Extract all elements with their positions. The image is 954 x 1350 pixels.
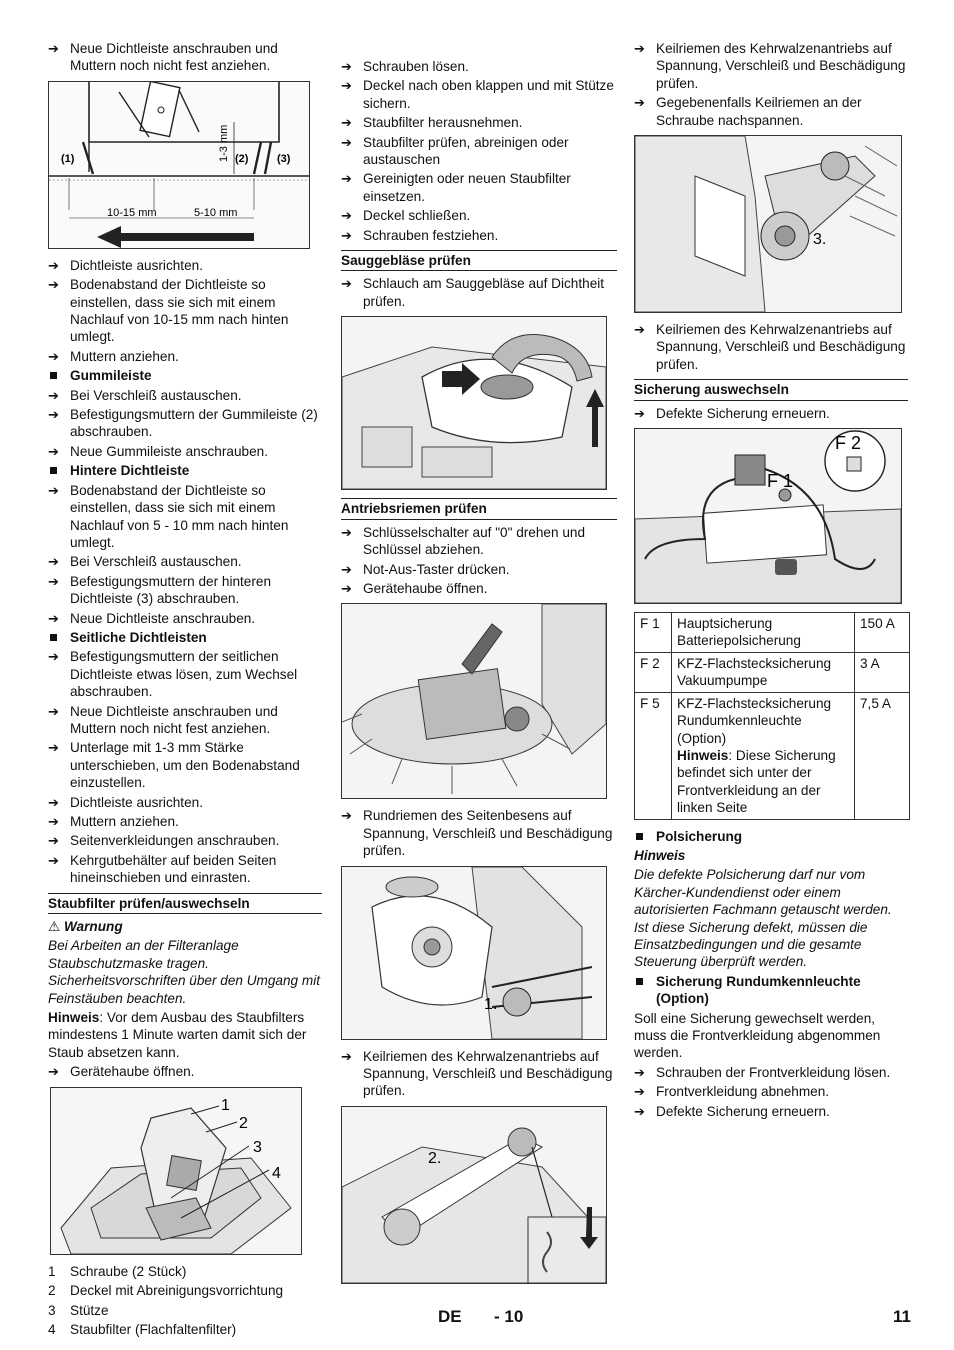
arrow-icon: ➔: [48, 833, 59, 849]
step: ➔ Gerätehaube öffnen.: [341, 580, 488, 596]
step: ➔ Not-Aus-Taster drücken.: [341, 561, 510, 577]
step: ➔ Gegebenenfalls Keilriemen an der Schraube nachspannen.: [634, 95, 862, 128]
arrow-icon: ➔: [48, 277, 59, 293]
section-heading: Sicherung auswechseln: [634, 379, 908, 400]
arrow-icon: ➔: [634, 1103, 645, 1119]
step: ➔ Bodenabstand der Dichtleiste so einstellen, dass sie sich mit einem Nachlauf von 5 - 10 mm nach hinten umlegt.: [48, 482, 289, 550]
column-right: [634, 40, 908, 1122]
arrow-icon: ➔: [634, 1084, 645, 1100]
step: ➔ Gerätehaube öffnen.: [48, 1064, 195, 1080]
footer-page: - 10: [494, 1307, 524, 1326]
step: ➔ Befestigungsmuttern der Gummileiste (2) abschrauben.: [48, 407, 318, 440]
arrow-icon: ➔: [634, 95, 645, 111]
arrow-icon: ➔: [48, 348, 59, 364]
figure-side-broom: [341, 603, 607, 799]
bullet-heading: Hintere Dichtleiste: [48, 462, 322, 479]
step: ➔ Kehrgutbehälter auf beiden Seiten hineinschieben und einrasten.: [48, 852, 277, 886]
step: ➔ Frontverkleidung abnehmen.: [634, 1084, 830, 1100]
arrow-icon: ➔: [341, 276, 352, 292]
step: ➔ Gereinigten oder neuen Staubfilter einsetzen.: [341, 171, 571, 204]
hint-title: Hinweis: [634, 847, 686, 863]
square-bullet-icon: [50, 467, 57, 474]
step: ➔ Staubfilter herausnehmen.: [341, 115, 523, 131]
callout-3: 3: [253, 1138, 262, 1156]
figure-fuses: [634, 428, 902, 604]
table-row: F 5 KFZ-Flachstecksicherung Rundumkennleuchte (Option) Hinweis: Diese Sicherung befindet sich unter der Frontverkleidung an der linken Seite 7,5 A: [635, 692, 910, 819]
step: ➔ Bei Verschleiß austauschen.: [48, 387, 242, 403]
step: ➔ Bei Verschleiß austauschen.: [48, 554, 242, 570]
arrow-icon: ➔: [48, 443, 59, 459]
arrow-icon: ➔: [48, 573, 59, 589]
step: ➔ Neue Dichtleiste anschrauben.: [48, 610, 256, 626]
arrow-icon: ➔: [48, 407, 59, 423]
square-bullet-icon: [636, 978, 643, 985]
step: ➔ Rundriemen des Seitenbesens auf Spannung, Verschleiß und Beschädigung prüfen.: [341, 808, 613, 859]
callout-1: 1.: [484, 995, 498, 1013]
legend-item: 3 Stütze: [48, 1302, 109, 1318]
figure-dust-filter: [50, 1087, 302, 1255]
figure-sealing-strip: [48, 81, 310, 249]
fuse-label-f1: F 1: [767, 471, 794, 492]
step: ➔ Deckel schließen.: [341, 208, 471, 224]
arrow-icon: ➔: [48, 852, 59, 868]
arrow-icon: ➔: [341, 808, 352, 824]
step: ➔ Neue Gummileiste anschrauben.: [48, 443, 268, 459]
step: ➔ Deckel nach oben klappen und mit Stütze sichern.: [341, 78, 614, 111]
section-heading: Antriebsriemen prüfen: [341, 498, 617, 519]
step: ➔ Defekte Sicherung erneuern.: [634, 1103, 830, 1119]
arrow-icon: ➔: [634, 322, 645, 338]
figure-belt-3: [634, 135, 902, 313]
figure-suction-fan: [341, 316, 607, 490]
square-bullet-icon: [50, 634, 57, 641]
arrow-icon: ➔: [48, 703, 59, 719]
step: ➔ Schrauben lösen.: [341, 59, 469, 74]
hint: Hinweis: Vor dem Ausbau des Staubfilters mindestens 1 Minute warten damit sich der Staub absetzen kann.: [48, 1010, 307, 1060]
column-left: [48, 40, 322, 1340]
arrow-icon: ➔: [634, 41, 645, 56]
bullet-heading: Seitliche Dichtleisten: [48, 629, 322, 646]
step: ➔ Dichtleiste ausrichten.: [48, 257, 203, 273]
figure-belt-2: [341, 1106, 607, 1284]
arrow-icon: ➔: [341, 208, 352, 224]
arrow-icon: ➔: [48, 740, 59, 756]
arrow-icon: ➔: [48, 1064, 59, 1080]
step: ➔ Keilriemen des Kehrwalzenantriebs auf Spannung, Verschleiß und Beschädigung prüfen.: [634, 322, 906, 372]
arrow-icon: ➔: [341, 1048, 352, 1064]
arrow-icon: ➔: [341, 78, 352, 94]
arrow-icon: ➔: [341, 59, 352, 74]
step: ➔ Schlüsselschalter auf "0" drehen und Schlüssel abziehen.: [341, 524, 586, 558]
callout-1: 1: [221, 1096, 230, 1114]
label-1: (1): [61, 152, 75, 165]
step: ➔ Defekte Sicherung erneuern.: [634, 405, 830, 421]
footer-language: DE: [438, 1307, 462, 1326]
legend-item: 4 Staubfilter (Flachfaltenfilter): [48, 1321, 237, 1337]
arrow-icon: ➔: [341, 171, 352, 187]
dim-right: 5-10 mm: [194, 206, 238, 219]
arrow-icon: ➔: [341, 227, 352, 243]
step: ➔ Unterlage mit 1-3 mm Stärke unterschieben, um den Bodenabstand einzustellen.: [48, 740, 300, 791]
legend-item: 2 Deckel mit Abreinigungsvorrichtung: [48, 1283, 284, 1299]
arrow-icon: ➔: [634, 405, 645, 421]
arrow-icon: ➔: [341, 134, 352, 150]
arrow-icon: ➔: [48, 387, 59, 403]
arrow-icon: ➔: [48, 257, 59, 273]
step: ➔ Befestigungsmuttern der hinteren Dichtleiste (3) abschrauben.: [48, 573, 272, 607]
fuse-table: [634, 612, 910, 819]
step: ➔ Bodenabstand der Dichtleiste so einstellen, dass sie sich mit einem Nachlauf von 10-15 mm nach hinten umlegt.: [48, 277, 289, 345]
step: ➔ Muttern anziehen.: [48, 348, 179, 364]
arrow-icon: ➔: [634, 1064, 645, 1080]
figure-belt-1: [341, 866, 607, 1040]
arrow-icon: ➔: [341, 524, 352, 540]
step: ➔ Schlauch am Sauggebläse auf Dichtheit prüfen.: [341, 276, 605, 309]
label-3: (3): [277, 152, 291, 165]
arrow-icon: ➔: [48, 554, 59, 570]
callout-2: 2: [239, 1114, 248, 1132]
section-heading: Sauggebläse prüfen: [341, 250, 617, 271]
square-bullet-icon: [50, 372, 57, 379]
table-row: F 2 KFZ-Flachstecksicherung Vakuumpumpe 3 A: [635, 652, 910, 692]
arrow-icon: ➔: [48, 649, 59, 665]
step: ➔ Dichtleiste ausrichten.: [48, 794, 203, 810]
step: ➔ Muttern anziehen.: [48, 814, 179, 829]
warning-title: ⚠ Warnung: [48, 919, 123, 935]
step: ➔ Neue Dichtleiste anschrauben und Muttern noch nicht fest anziehen.: [48, 703, 278, 736]
bullet-heading: Sicherung Rundumkennleuchte (Option): [634, 973, 908, 1008]
dim-left: 10-15 mm: [107, 206, 157, 219]
arrow-icon: ➔: [48, 482, 59, 498]
bullet-heading: Polsicherung: [634, 828, 908, 845]
dim-vertical: 1-3 mm: [218, 124, 230, 162]
arrow-icon: ➔: [48, 814, 59, 829]
step: ➔ Seitenverkleidungen anschrauben.: [48, 833, 280, 849]
hint-text: Die defekte Polsicherung darf nur vom Kärcher-Kundendienst oder einem autorisierten Fachmann getauscht werden. Ist diese Sicherung defekt, müssen die Einsatzbedingungen und die gesamte Steuerung überprüft werden.: [634, 867, 892, 970]
paragraph: Soll eine Sicherung gewechselt werden, muss die Frontverkleidung abgenommen werden.: [634, 1010, 881, 1061]
arrow-icon: ➔: [341, 580, 352, 596]
step: ➔ Neue Dichtleiste anschrauben und Muttern noch nicht fest anziehen.: [48, 41, 278, 74]
step: ➔ Staubfilter prüfen, abreinigen oder austauschen: [341, 134, 569, 168]
page-number: 11: [893, 1307, 911, 1326]
table-row: F 1 Hauptsicherung Batteriepolsicherung 150 A: [635, 613, 910, 653]
arrow-icon: ➔: [341, 561, 352, 577]
step: ➔ Keilriemen des Kehrwalzenantriebs auf Spannung, Verschleiß und Beschädigung prüfen.: [341, 1048, 613, 1099]
callout-2: 2.: [428, 1149, 442, 1167]
bullet-heading: Gummileiste: [48, 367, 322, 384]
arrow-icon: ➔: [48, 610, 59, 626]
warning-icon: ⚠: [48, 919, 61, 935]
section-heading: Staubfilter prüfen/auswechseln: [48, 893, 322, 914]
column-middle: [341, 58, 617, 1292]
callout-4: 4: [272, 1164, 281, 1182]
arrow-icon: ➔: [48, 41, 59, 56]
label-2: (2): [235, 152, 249, 165]
callout-3: 3.: [813, 231, 827, 249]
square-bullet-icon: [636, 833, 643, 840]
arrow-icon: ➔: [48, 794, 59, 810]
step: ➔ Schrauben festziehen.: [341, 227, 499, 243]
warning-text: Bei Arbeiten an der Filteranlage Staubschutzmaske tragen. Sicherheitsvorschriften über den Umgang mit Feinstäuben beachten.: [48, 938, 321, 1006]
step: ➔ Keilriemen des Kehrwalzenantriebs auf Spannung, Verschleiß und Beschädigung prüfen.: [634, 41, 906, 91]
legend-item: 1 Schraube (2 Stück): [48, 1263, 187, 1279]
step: ➔ Schrauben der Frontverkleidung lösen.: [634, 1064, 891, 1080]
step: ➔ Befestigungsmuttern der seitlichen Dichtleiste etwas lösen, zum Wechsel abschrauben.: [48, 649, 298, 700]
fuse-label-f2: F 2: [835, 433, 862, 454]
arrow-icon: ➔: [341, 115, 352, 131]
